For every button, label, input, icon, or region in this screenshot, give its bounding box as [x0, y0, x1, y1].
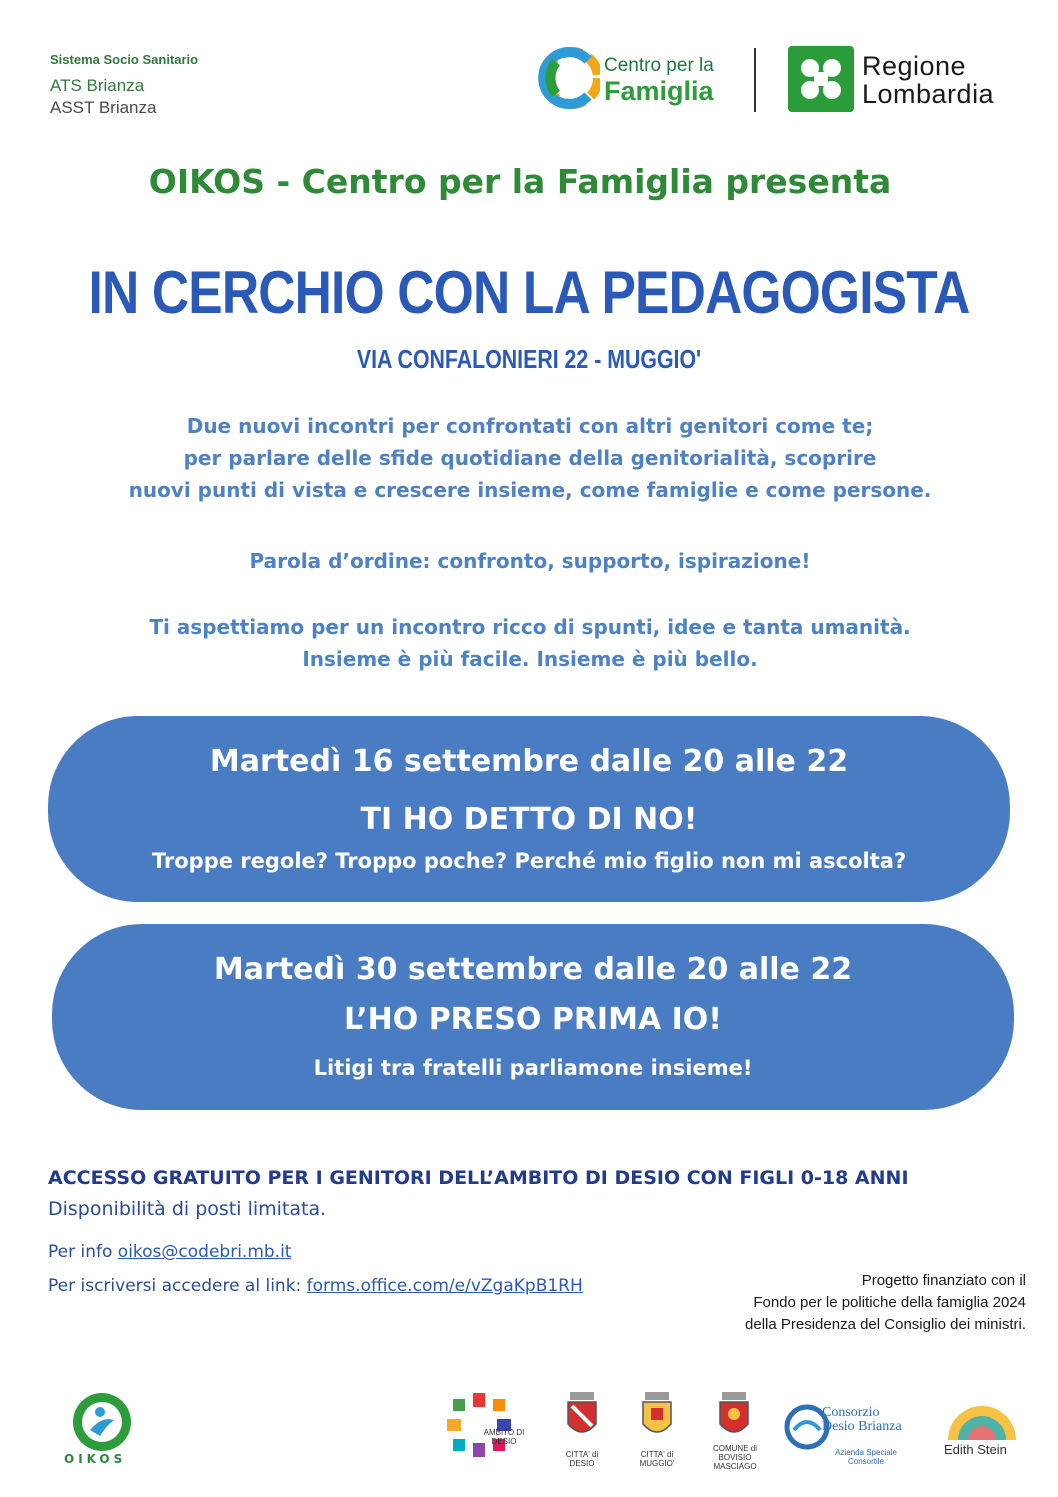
centro-famiglia-line2: Famiglia — [604, 76, 714, 106]
intro-line: Parola d’ordine: confronto, supporto, ispirazione! — [249, 549, 811, 573]
page-title: IN CERCHIO CON LA PEDAGOGISTA — [88, 259, 970, 326]
oikos-label: OIKOS — [64, 1452, 127, 1466]
consorzio-subcaption: Azienda Speciale Consortile — [835, 1448, 897, 1466]
intro-line: nuovi punti di vista e crescere insieme, come famiglie e come persone. — [128, 478, 932, 502]
event-card-2 — [52, 924, 1014, 1110]
access-notice: ACCESSO GRATUITO PER I GENITORI DELL’AMBITO DI DESIO CON FIGLI 0-18 ANNI — [48, 1167, 909, 1189]
desio-crest-icon — [562, 1390, 602, 1446]
info-line — [48, 1242, 291, 1262]
intro-line: Insieme è più facile. Insieme è più bello. — [302, 647, 758, 671]
event-subtitle: Litigi tra fratelli parliamone insieme! — [313, 1056, 753, 1080]
centro-famiglia-logo-icon — [536, 42, 600, 114]
signup-label: Per iscriversi accedere al link: — [48, 1276, 307, 1296]
muggio-crest-icon — [637, 1390, 677, 1446]
edith-stein-logo-icon — [944, 1402, 1020, 1442]
signup-line — [48, 1276, 583, 1296]
funding-notice — [626, 1270, 1026, 1336]
bovisio-caption: COMUNE di BOVISIO MASCIAGO — [712, 1444, 757, 1471]
intro-line: Ti aspettiamo per un incontro ricco di spunti, idee e tanta umanità. — [149, 615, 911, 639]
intro-line: per parlare delle sfide quotidiane della genitorialità, scoprire — [183, 446, 877, 470]
email-link[interactable]: oikos@codebri.mb.it — [117, 1242, 292, 1262]
funding-line: Fondo per le politiche della famiglia 2024 — [753, 1294, 1026, 1311]
intro-paragraph-2 — [60, 545, 1000, 577]
event-title: TI HO DETTO DI NO! — [360, 802, 698, 837]
event-card-1 — [48, 716, 1010, 902]
bovisio-crest-icon — [714, 1390, 754, 1446]
event-date: Martedì 16 settembre dalle 20 alle 22 — [209, 744, 849, 779]
ambito-desio-logo-icon — [444, 1390, 514, 1460]
lombardia-label: Lombardia — [862, 79, 995, 109]
event-address: VIA CONFALONIERI 22 - MUGGIO' — [356, 344, 702, 374]
regione-label: Regione — [862, 51, 967, 81]
ambito-caption: AMBITO DI DESIO — [483, 1428, 525, 1446]
event-title: L’HO PRESO PRIMA IO! — [344, 1002, 722, 1037]
intro-paragraph-1 — [60, 410, 1000, 506]
muggio-caption: CITTA' di MUGGIO' — [639, 1450, 675, 1468]
presenter-heading: OIKOS - Centro per la Famiglia presenta — [148, 162, 892, 201]
ats-system-label: Sistema Socio Sanitario — [50, 52, 199, 67]
regione-lombardia-logo-icon — [788, 46, 854, 112]
event-subtitle: Troppe regole? Troppo poche? Perché mio figlio non mi ascolta? — [151, 849, 907, 873]
intro-paragraph-3 — [60, 611, 1000, 675]
oikos-logo-icon — [70, 1390, 134, 1454]
ats-brianza-label: ATS Brianza — [50, 76, 145, 95]
centro-famiglia-line1: Centro per la — [604, 55, 714, 76]
funding-line: della Presidenza del Consiglio dei ministri. — [745, 1316, 1026, 1333]
desio-caption: CITTA' di DESIO — [565, 1450, 599, 1468]
event-date: Martedì 30 settembre dalle 20 alle 22 — [213, 952, 853, 987]
intro-line: Due nuovi incontri per confrontati con altri genitori come te; — [186, 414, 874, 438]
info-label: Per info — [48, 1242, 118, 1262]
funding-line: Progetto finanziato con il — [861, 1272, 1026, 1289]
edith-stein-label: Edith Stein — [944, 1442, 1007, 1457]
asst-brianza-label: ASST Brianza — [50, 98, 157, 117]
availability-notice: Disponibilità di posti limitata. — [48, 1198, 327, 1220]
header-divider — [754, 48, 756, 112]
consorzio-label: Consorzio Desio Brianza — [822, 1405, 902, 1434]
signup-link[interactable]: forms.office.com/e/vZgaKpB1RH — [306, 1276, 583, 1296]
